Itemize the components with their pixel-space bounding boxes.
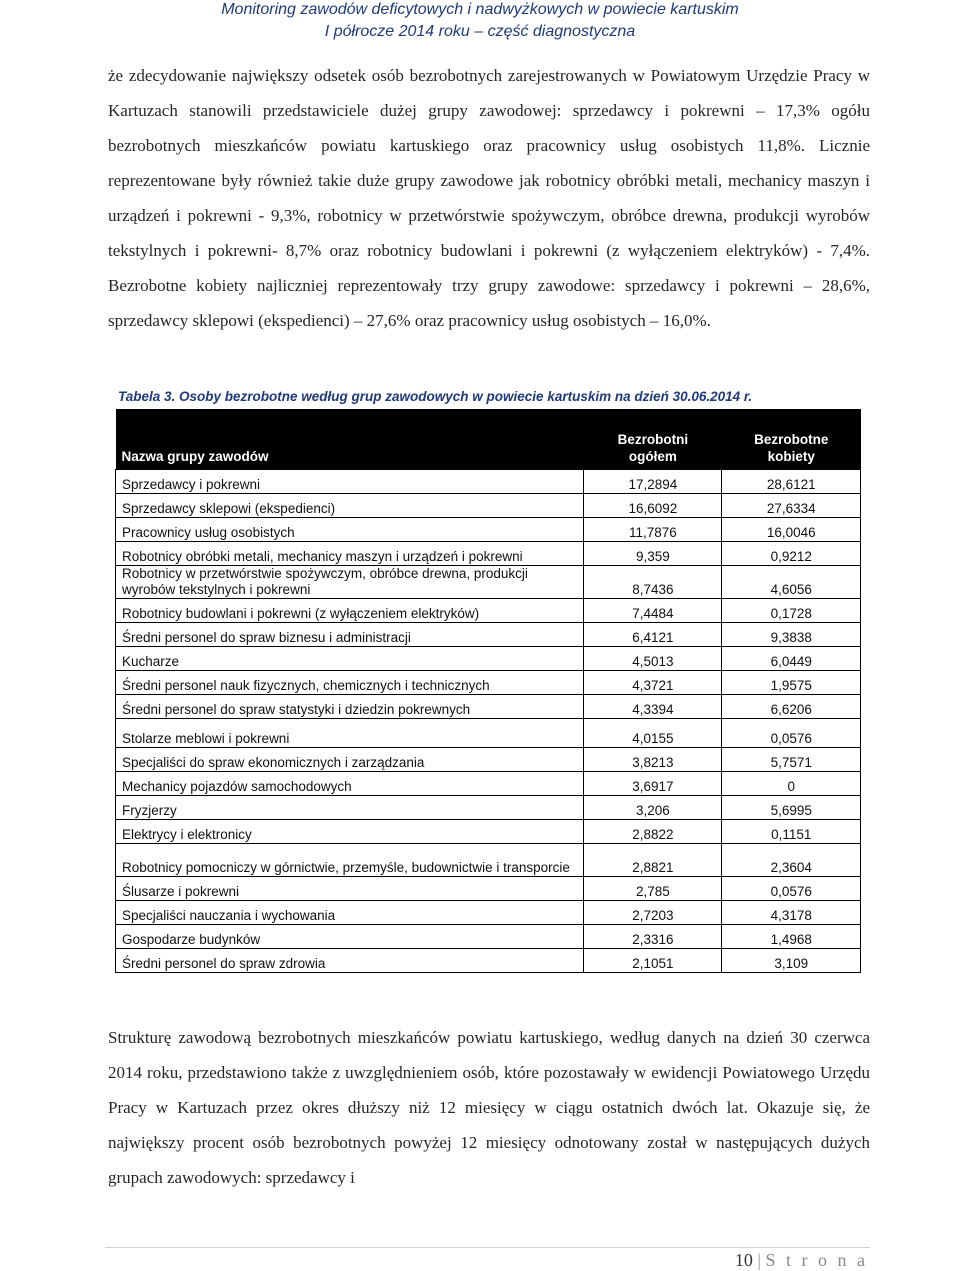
- table-row: [116, 901, 861, 925]
- page-footer: [735, 1250, 868, 1271]
- unemployed-total: 4,3721: [584, 671, 722, 695]
- header-subtitle: I półrocze 2014 roku – część diagnostyczna: [324, 23, 636, 40]
- occupation-name: Ślusarze i pokrewni: [116, 877, 584, 901]
- unemployed-total: 11,7876: [584, 518, 722, 542]
- unemployed-women: 5,6995: [722, 796, 861, 820]
- unemployed-women: 4,3178: [722, 901, 861, 925]
- unemployed-total: 8,7436: [584, 566, 722, 599]
- unemployed-women: 16,0046: [722, 518, 861, 542]
- footer-divider: [105, 1247, 870, 1248]
- table-row: [116, 494, 861, 518]
- unemployed-total: 3,8213: [584, 748, 722, 772]
- page-number: 10: [734, 1250, 753, 1270]
- unemployed-women: 0,0576: [722, 719, 861, 748]
- occupation-name: Fryzjerzy: [116, 796, 584, 820]
- table-row: [116, 949, 861, 973]
- occupation-name: Średni personel do spraw biznesu i administracji: [116, 623, 584, 647]
- header-total-line1: Bezrobotni: [617, 432, 689, 447]
- table-row: [116, 647, 861, 671]
- occupation-name: Sprzedawcy i pokrewni: [116, 470, 584, 494]
- occupation-name: Robotnicy w przetwórstwie spożywczym, obróbce drewna, produkcji wyrobów tekstylnych i pokrewni: [116, 566, 584, 599]
- occupation-name: Pracownicy usług osobistych: [116, 518, 584, 542]
- unemployed-women: 3,109: [722, 949, 861, 973]
- header-total-line2: ogółem: [628, 449, 677, 464]
- footer-separator: |: [757, 1250, 761, 1270]
- unemployed-total: 2,1051: [584, 949, 722, 973]
- occupation-name: Kucharze: [116, 647, 584, 671]
- unemployed-total: 2,7203: [584, 901, 722, 925]
- header-women: [722, 409, 861, 470]
- table-row: [116, 695, 861, 719]
- table-row: [116, 470, 861, 494]
- unemployed-total: 16,6092: [584, 494, 722, 518]
- unemployed-women: 0,1728: [722, 599, 861, 623]
- unemployed-total: 2,785: [584, 877, 722, 901]
- unemployed-women: 6,0449: [722, 647, 861, 671]
- occupation-name: Robotnicy budowlani i pokrewni (z wyłączeniem elektryków): [116, 599, 584, 623]
- unemployed-total: 2,8821: [584, 844, 722, 877]
- unemployed-total: 3,206: [584, 796, 722, 820]
- occupation-name: Elektrycy i elektronicy: [116, 820, 584, 844]
- table-row: [116, 844, 861, 877]
- table-caption-text: Osoby bezrobotne według grup zawodowych w powiecie kartuskim na dzień 30.06.2014 r.: [175, 389, 753, 404]
- occupation-name: Mechanicy pojazdów samochodowych: [116, 772, 584, 796]
- table-row: [116, 599, 861, 623]
- unemployed-total: 2,3316: [584, 925, 722, 949]
- unemployed-total: 17,2894: [584, 470, 722, 494]
- unemployed-total: 2,8822: [584, 820, 722, 844]
- table-row: [116, 719, 861, 748]
- unemployed-total: 7,4484: [584, 599, 722, 623]
- header-name: Nazwa grupy zawodów: [116, 409, 584, 470]
- occupation-name: Gospodarze budynków: [116, 925, 584, 949]
- table-row: [116, 796, 861, 820]
- occupation-name: Średni personel nauk fizycznych, chemicznych i technicznych: [116, 671, 584, 695]
- footer-label: S t r o n a: [765, 1250, 868, 1270]
- unemployed-women: 1,4968: [722, 925, 861, 949]
- occupation-table: [115, 409, 861, 973]
- unemployed-total: 3,6917: [584, 772, 722, 796]
- header-women-line2: kobiety: [767, 449, 815, 464]
- table-row: [116, 877, 861, 901]
- table-row: [116, 925, 861, 949]
- unemployed-women: 0,9212: [722, 542, 861, 566]
- unemployed-women: 1,9575: [722, 671, 861, 695]
- table-row: [116, 671, 861, 695]
- unemployed-women: 4,6056: [722, 566, 861, 599]
- unemployed-women: 0: [722, 772, 861, 796]
- paragraph-text: Strukturę zawodową bezrobotnych mieszkańców powiatu kartuskiego, według danych na dzień 30 czerwca 2014 roku, przedstawiono także z uwzględnieniem osób, które pozostawały w ewidencji Powiatowego Urzędu Pracy w Kartuzach przez okres dłuższy niż 12 miesięcy w ciągu ostatnich dwóch lat. Okazuje się, że największy procent osób bezrobotnych powyżej 12 miesięcy odnotowany został w następujących dużych grupach zawodowych: sprzedawcy i: [108, 1028, 870, 1187]
- occupation-name: Średni personel do spraw statystyki i dziedzin pokrewnych: [116, 695, 584, 719]
- header-women-line1: Bezrobotne: [754, 432, 829, 447]
- occupation-name: Specjaliści nauczania i wychowania: [116, 901, 584, 925]
- table-header-row: [116, 409, 861, 470]
- occupation-name: Średni personel do spraw zdrowia: [116, 949, 584, 973]
- unemployed-women: 28,6121: [722, 470, 861, 494]
- paragraph-intro: [108, 58, 870, 338]
- table-row: [116, 772, 861, 796]
- unemployed-women: 9,3838: [722, 623, 861, 647]
- unemployed-total: 4,5013: [584, 647, 722, 671]
- unemployed-women: 0,0576: [722, 877, 861, 901]
- table-row: [116, 748, 861, 772]
- unemployed-women: 5,7571: [722, 748, 861, 772]
- unemployed-women: 2,3604: [722, 844, 861, 877]
- occupation-name: Sprzedawcy sklepowi (ekspedienci): [116, 494, 584, 518]
- occupation-name: Specjaliści do spraw ekonomicznych i zarządzania: [116, 748, 584, 772]
- paragraph-structure: [108, 1020, 870, 1195]
- unemployed-total: 6,4121: [584, 623, 722, 647]
- page-header: [0, 0, 960, 43]
- unemployed-women: 27,6334: [722, 494, 861, 518]
- table-row: [116, 518, 861, 542]
- occupation-name: Robotnicy obróbki metali, mechanicy maszyn i urządzeń i pokrewni: [116, 542, 584, 566]
- table-row: [116, 542, 861, 566]
- occupation-name: Stolarze meblowi i pokrewni: [116, 719, 584, 748]
- unemployed-women: 6,6206: [722, 695, 861, 719]
- table-number: Tabela 3.: [118, 389, 176, 404]
- unemployed-total: 4,3394: [584, 695, 722, 719]
- occupation-name: Robotnicy pomocniczy w górnictwie, przemyśle, budownictwie i transporcie: [116, 844, 584, 877]
- table-caption: [118, 389, 878, 404]
- unemployed-total: 4,0155: [584, 719, 722, 748]
- header-total: [584, 409, 722, 470]
- unemployed-total: 9,359: [584, 542, 722, 566]
- table-row: [116, 820, 861, 844]
- table-row: [116, 623, 861, 647]
- table-row: [116, 566, 861, 599]
- header-title: Monitoring zawodów deficytowych i nadwyżkowych w powiecie kartuskim: [221, 1, 739, 18]
- paragraph-text: że zdecydowanie największy odsetek osób bezrobotnych zarejestrowanych w Powiatowym Urzędzie Pracy w Kartuzach stanowili przedstawiciele dużej grupy zawodowej: sprzedawcy i pokrewni – 17,3% ogółu bezrobotnych mieszkańców powiatu kartuskiego oraz pracownicy usług osobistych 11,8%. Licznie reprezentowane były również takie duże grupy zawodowe jak robotnicy obróbki metali, mechanicy maszyn i urządzeń i pokrewni - 9,3%, robotnicy w przetwórstwie spożywczym, obróbce drewna, produkcji wyrobów tekstylnych i pokrewni- 8,7% oraz robotnicy budowlani i pokrewni (z wyłączeniem elektryków) - 7,4%. Bezrobotne kobiety najliczniej reprezentowały trzy grupy zawodowe: sprzedawcy i pokrewni – 28,6%, sprzedawcy sklepowi (ekspedienci) – 27,6% oraz pracownicy usług osobistych – 16,0%.: [108, 66, 870, 330]
- unemployed-women: 0,1151: [722, 820, 861, 844]
